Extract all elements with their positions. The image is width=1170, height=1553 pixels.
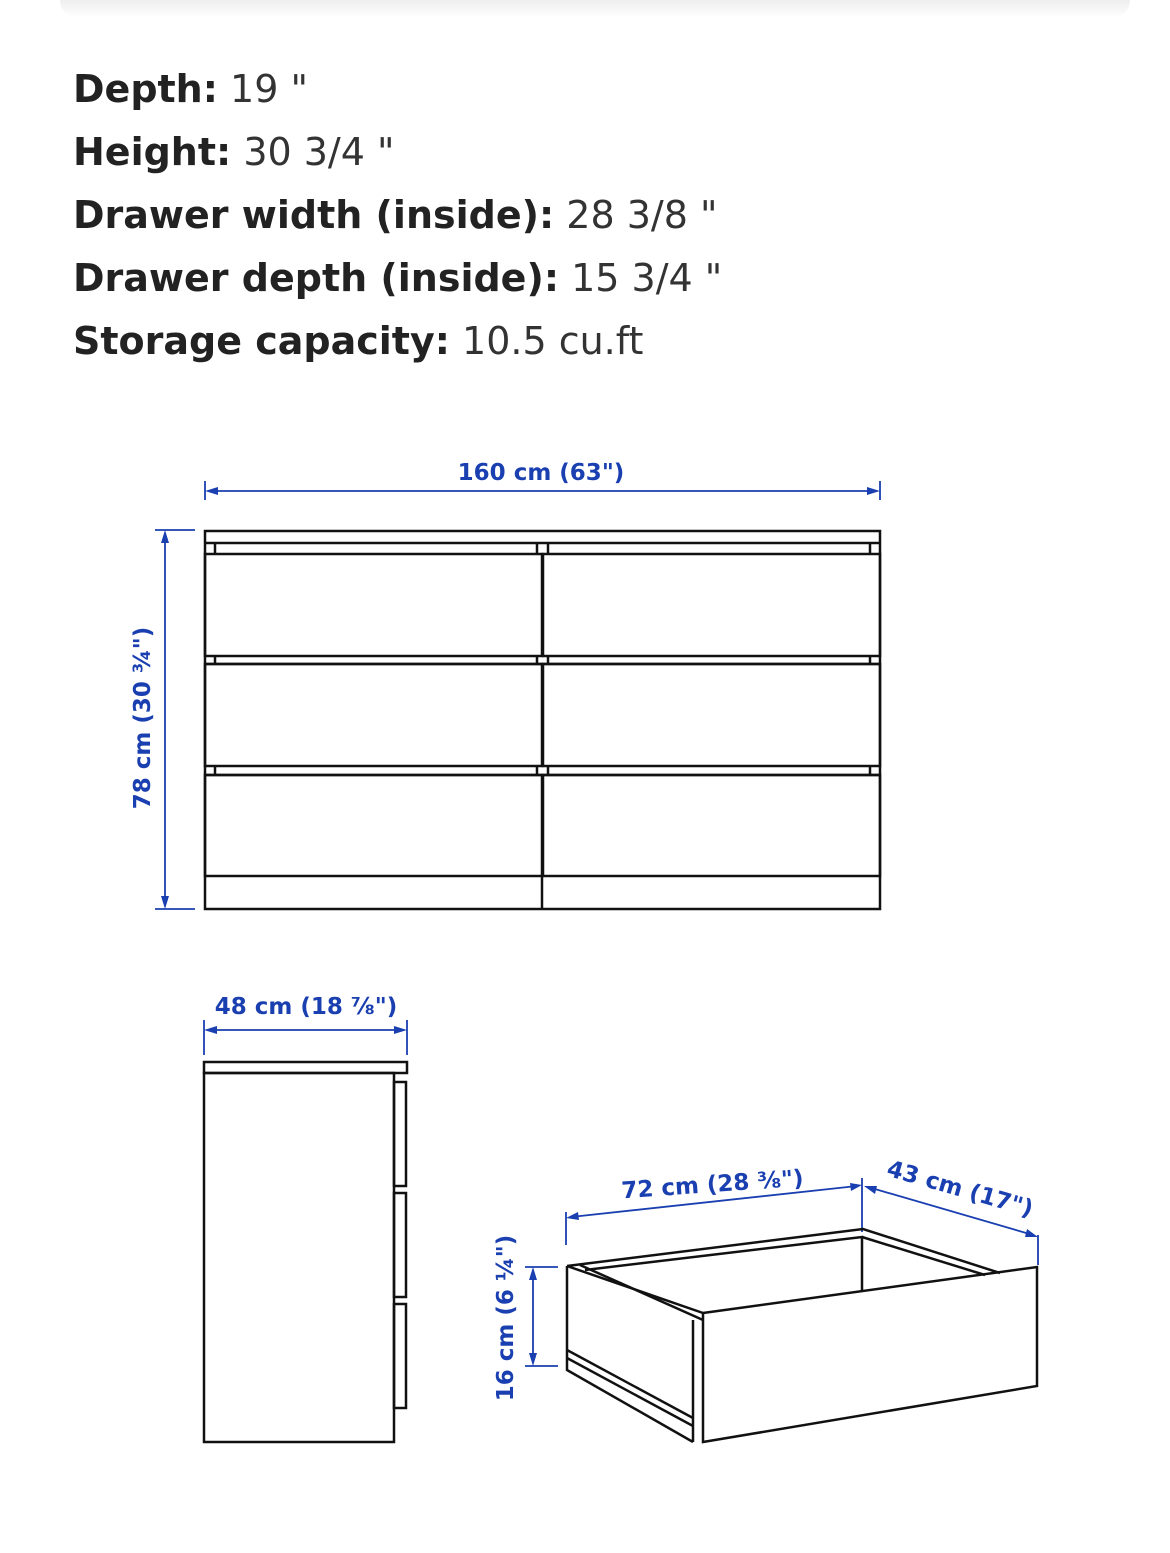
spec-value: 30 3/4 " (243, 130, 395, 174)
front-width-label: 160 cm (63") (457, 460, 625, 486)
spec-label: Drawer width (inside): (73, 193, 555, 237)
spec-label: Depth: (73, 67, 218, 111)
drawer-width-label: 72 cm (28 ⅜") (620, 1165, 805, 1205)
dresser-front (205, 531, 880, 909)
drawer-height-dimension (493, 1235, 558, 1401)
spec-value: 19 " (230, 67, 308, 111)
dresser-side (204, 1062, 407, 1442)
side-depth-label: 48 cm (18 ⅞") (214, 994, 398, 1020)
side-view (204, 994, 407, 1442)
drawer-view (493, 1156, 1038, 1442)
spec-label: Drawer depth (inside): (73, 256, 560, 300)
drawer-depth-label: 43 cm (17") (883, 1156, 1036, 1223)
front-width-dimension (205, 460, 880, 500)
spec-value: 10.5 cu.ft (462, 319, 644, 363)
spec-value: 28 3/8 " (566, 193, 718, 237)
spec-label: Storage capacity: (73, 319, 450, 363)
front-height-dimension (130, 530, 195, 909)
spec-label: Height: (73, 130, 232, 174)
drawer-box (567, 1229, 1037, 1442)
drawer-depth-dimension (864, 1156, 1038, 1265)
front-height-label: 78 cm (30 ¾") (130, 626, 156, 810)
side-depth-dimension (204, 994, 407, 1055)
drawer-height-label: 16 cm (6 ¼") (493, 1234, 519, 1402)
drawer-width-dimension (566, 1166, 862, 1245)
front-view (130, 460, 880, 909)
spec-value: 15 3/4 " (571, 256, 723, 300)
